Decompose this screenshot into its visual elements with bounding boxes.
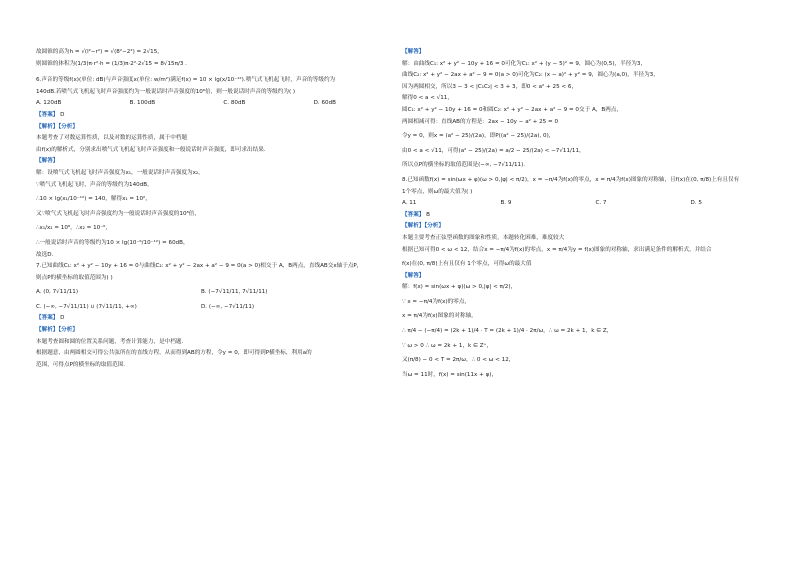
answer-tag: 【答案】 bbox=[36, 315, 59, 322]
option-b: B. 100dB bbox=[129, 100, 156, 107]
solution-line: ∵ ω > 0 ∴ ω = 2k + 1，k ∈ Z⁺， bbox=[402, 342, 493, 349]
answer-value: D bbox=[60, 315, 65, 322]
solution-line: 故选D. bbox=[36, 251, 54, 258]
question-8-stem: 1个零点，则ω的最大值为( ) bbox=[402, 188, 473, 195]
solution-line: 解：设喷气式飞机起飞时声音强度为x₁，一般说话时声音强度为x₂， bbox=[36, 169, 204, 176]
solution-line: ∵喷气式飞机起飞时，声音的等级约为140dB， bbox=[36, 181, 153, 188]
solution-line: 当ω = 11时，f(x) = sin(11x + φ)， bbox=[402, 371, 498, 378]
solution-line: 因为两圆相交，所以3 − 3 < |C₁C₂| < 3 + 3，即0 < a² + 25 < 6， bbox=[402, 83, 578, 90]
option-d: D. 60dB bbox=[313, 100, 336, 107]
analysis-line: 本题考查了对数运算性质，以及对数的运算性质，属于中档题 bbox=[36, 135, 188, 142]
analysis-tag: 【解析】【分析】 bbox=[36, 327, 78, 334]
right-column bbox=[402, 50, 742, 378]
solution-line: 由0 < a < √11，可得(a² − 25)/(2a) = a/2 − 25/(2a) < −7√11/11， bbox=[402, 147, 585, 154]
question-8-stem: 8.已知函数f(x) = sin(ωx + φ)(ω > 0,|φ| < π/2)，x = −π/4为f(x)的零点，x = π/4为f(x)图象的对称轴，且f(x)在(0, π/8)上有且仅有 bbox=[402, 176, 740, 183]
solution-tag: 【解答】 bbox=[402, 49, 425, 55]
answer-line bbox=[36, 113, 376, 119]
solution-line: 令y = 0，则x = (a² − 25)/(2a)，即P((a² − 25)/(2a), 0)， bbox=[402, 133, 555, 140]
analysis-line: 根据已知可得0 < ω < 12，结合x = −π/4为f(x)的零点，x = π/4为y = f(x)图象的对称轴，求出满足条件的解析式，并结合 bbox=[402, 246, 712, 253]
analysis-line: f(x)在(0, π/8)上有且仅有 1个零点，可得ω的最大值 bbox=[402, 261, 532, 268]
question-7-options-row1 bbox=[36, 290, 366, 296]
question-6-stem: 6.声音的等级f(x)(单位: dB)与声音强度x(单位: w/m²)满足f(x) = 10 × lg(x/10⁻¹²).喷气式飞机起飞时，声音的等级约为 bbox=[36, 77, 336, 84]
answer-tag: 【答案】 bbox=[36, 111, 59, 118]
answer-line bbox=[402, 213, 742, 219]
analysis-line: 由f(x)的解析式，分别求出喷气式飞机起飞时声音强度和一般说话时声音强度，即可求出结果. bbox=[36, 146, 266, 153]
solution-line: 两圆相减可得：直线AB的方程是：2ax − 10y − a² + 25 = 0 bbox=[402, 118, 559, 125]
option-a: A. 120dB bbox=[36, 100, 62, 107]
option-d: D. 5 bbox=[690, 200, 702, 207]
option-c: C. 80dB bbox=[223, 100, 246, 107]
solution-line: ∴x₁/x₂ = 10⁸，∴x₂ = 10⁻⁶， bbox=[36, 225, 112, 232]
solution-line: ∴10 × lg(x₁/10⁻¹²) = 140，解得x₁ = 10²， bbox=[36, 196, 151, 203]
question-7-stem: 则点P的横坐标的取值范围为( ) bbox=[36, 274, 113, 281]
question-7-options-row2 bbox=[36, 305, 366, 311]
solution-line: 所以点P的横坐标的取值范围是(−∞, −7√11/11). bbox=[402, 162, 526, 169]
answer-line bbox=[36, 316, 376, 322]
option-a: A. (0, 7√11/11) bbox=[36, 289, 79, 296]
option-c: C. (−∞, −7√11/11) ∪ (7√11/11, +∞) bbox=[36, 303, 137, 310]
solution-line: 曲线C₂: x² + y² − 2ax + a² − 9 = 0(a > 0)可化为C₂: (x − a)² + y² = 9，圆心为(a,0)，半径为3， bbox=[402, 72, 659, 79]
answer-value: D bbox=[60, 111, 65, 118]
solution-line: 圆C₁: x² + y² − 10y + 16 = 0和圆C₂: x² + y² − 2ax + a² − 9 = 0交于 A，B两点， bbox=[402, 106, 622, 113]
option-c: C. 7 bbox=[595, 200, 607, 207]
solution-tag: 【解答】 bbox=[36, 158, 59, 165]
answer-tag: 【答案】 bbox=[402, 211, 425, 218]
solution-line: 解得0 < a < √11， bbox=[402, 95, 453, 102]
left-column bbox=[36, 50, 376, 368]
solution-tag: 【解答】 bbox=[402, 272, 425, 279]
solution-line: ∴一般说话时声音的等级约为10 × lg(10⁻⁶/10⁻¹²) = 60dB， bbox=[36, 239, 189, 246]
analysis-line: 本题主要考查正弦型函数的图象和性质，本题转化困难，难度较大 bbox=[402, 234, 565, 241]
option-b: B. 9 bbox=[500, 200, 512, 207]
question-6-stem: 140dB.若喷气式飞机起飞时声音强度约为一般说话时声音强度的10⁸倍，则一般说话时声音的等级约为( ) bbox=[36, 88, 296, 95]
analysis-tag: 【解析】【分析】 bbox=[402, 223, 444, 230]
solution-line: x = π/4为f(x)图象的对称轴， bbox=[402, 313, 477, 320]
solution-line: 解：f(x) = sin(ωx + φ)(ω > 0,|φ| < π/2)， bbox=[402, 284, 517, 291]
option-d: D. (−∞, −7√11/11) bbox=[201, 303, 255, 310]
text-line: 则圆锥的体积为(1/3)π·r²·h = (1/3)π·2²·2√15 = 8√15π/3 . bbox=[36, 60, 187, 67]
solution-line: 解：由曲线C₁: x² + y² − 10y + 16 = 0可化为C₁: x² + (y − 5)² = 9，圆心为(0,5)，半径为3， bbox=[402, 60, 647, 67]
analysis-tag: 【解析】【分析】 bbox=[36, 123, 78, 130]
solution-line: 又∵喷气式飞机起飞时声音强度约为一般说话时声音强度的10⁸倍， bbox=[36, 210, 200, 217]
analysis-line: 范围，可得点P的横坐标的取值范围. bbox=[36, 361, 126, 368]
option-a: A. 11 bbox=[402, 200, 417, 207]
text-line: 故圆锥的高为h = √(l²−r²) = √(8²−2²) = 2√15， bbox=[36, 49, 163, 55]
analysis-line: 根据题意，由两圆相交可得公共弦所在的直线方程，从而得到AB的方程，令y = 0，即可得到P横坐标，利用a的 bbox=[36, 350, 312, 357]
answer-value: B bbox=[426, 211, 431, 218]
solution-line: ∵ x = −π/4为f(x)的零点， bbox=[402, 298, 471, 305]
option-b: B. (−7√11/11, 7√11/11) bbox=[201, 289, 268, 296]
analysis-line: 本题考查圆和圆的位置关系问题，考查计算能力，是中档题. bbox=[36, 338, 184, 345]
solution-line: 又(π/8) − 0 < T = 2π/ω，∴ 0 < ω < 12， bbox=[402, 357, 515, 364]
question-7-stem: 7.已知曲线C₁: x² + y² − 10y + 16 = 0与曲线C₂: x² + y² − 2ax + a² − 9 = 0(a > 0)相交于 A，B两点，直线AB交x轴于点P， bbox=[36, 263, 363, 270]
solution-line: ∴ π/4 − (−π/4) = (2k + 1)/4 · T = (2k + 1)/4 · 2π/ω，∴ ω = 2k + 1，k ∈ Z， bbox=[402, 328, 613, 335]
